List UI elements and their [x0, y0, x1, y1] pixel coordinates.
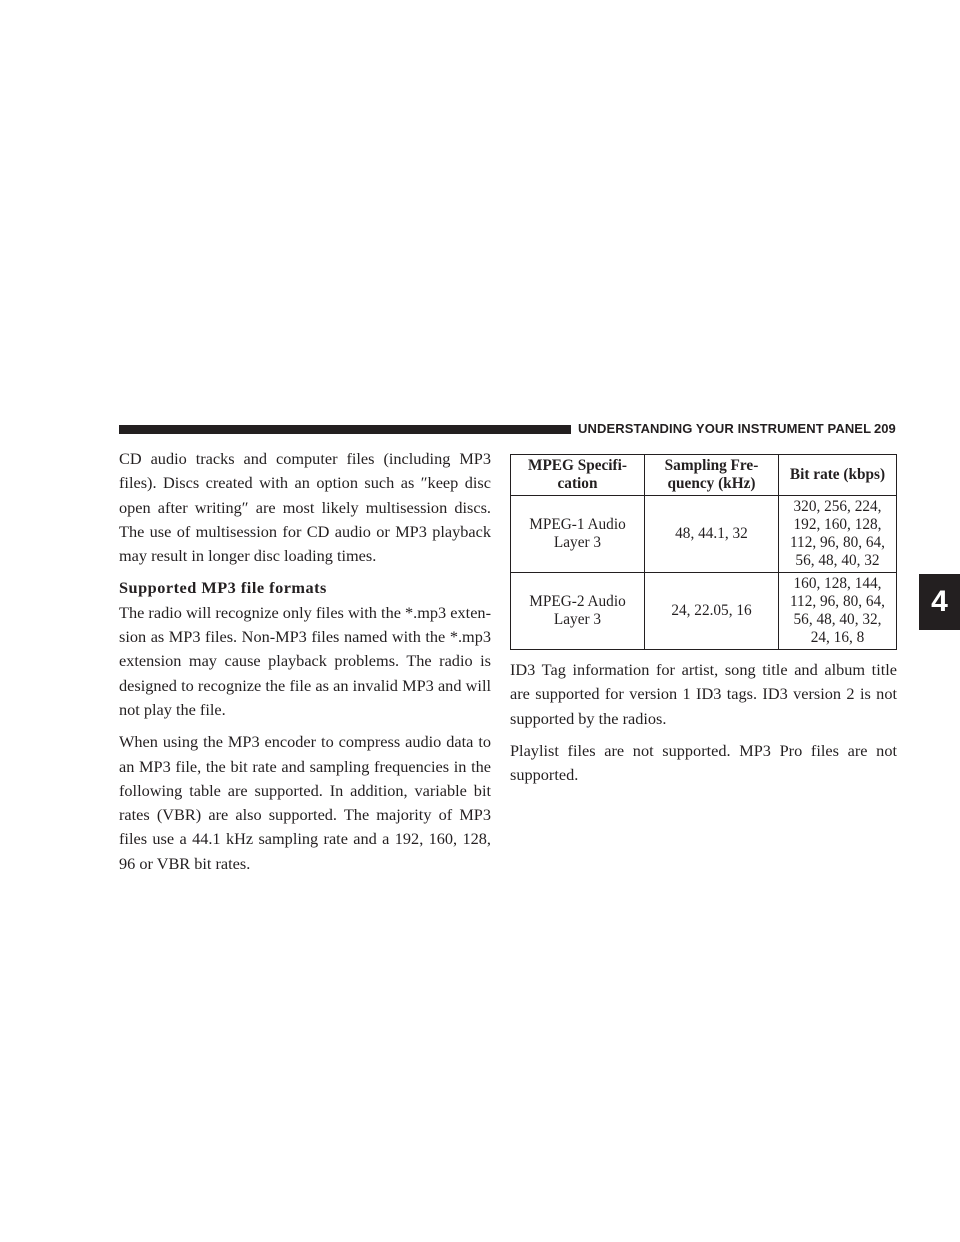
page-number: 209 — [874, 421, 896, 436]
chapter-tab: 4 — [919, 574, 960, 630]
table-cell: MPEG-2 Audio Layer 3 — [511, 573, 645, 650]
header-rule — [119, 425, 571, 434]
paragraph-playlist: Playlist files are not supported. MP3 Pro files are not supported. — [510, 740, 897, 785]
paragraph-id3-tags: ID3 Tag information for artist, song title and album title are supported for version 1 ID3 tags. ID3 version 2 is not supported by the radios. — [510, 660, 897, 728]
paragraph-encoder: When using the MP3 encoder to compress audio data to an MP3 file, the bit rate and sampling frequencies in the following table are supported. In addition, variable bit rates (VBR) are also supported. The majority of MP3 files use a 44.1 kHz sampling rate and a 192, 160, 128, 96 or VBR bit rates. — [119, 732, 491, 873]
column-header-mpeg-spec: MPEG Specifi-cation — [511, 455, 645, 496]
table-cell: 48, 44.1, 32 — [645, 496, 779, 573]
section-heading-mp3-formats: Supported MP3 file formats — [119, 578, 327, 598]
table-row — [511, 496, 897, 573]
table-cell: 24, 22.05, 16 — [645, 573, 779, 650]
table-cell: 320, 256, 224, 192, 160, 128, 112, 96, 80, 64, 56, 48, 40, 32 — [779, 496, 897, 573]
table-cell: MPEG-1 Audio Layer 3 — [511, 496, 645, 573]
left-column — [119, 447, 491, 884]
paragraph-mp3-extension: The radio will recognize only files with the *.mp3 exten-sion as MP3 files. Non-MP3 files named with the *.mp3 extension may cause playback problems. The radio is designed to recognize the file as an invalid MP3 and will not play the file. — [119, 602, 491, 719]
column-header-sampling-frequency: Sampling Fre-quency (kHz) — [645, 455, 779, 496]
paragraph-multisession: CD audio tracks and computer files (including MP3 files). Discs created with an option such as ″keep disc open after writing″ are most likely multisession discs. The use of multisession for CD audio or MP3 playback may result in longer disc loading times. — [119, 449, 491, 566]
running-header-title: UNDERSTANDING YOUR INSTRUMENT PANEL — [578, 421, 872, 436]
mp3-spec-table — [510, 454, 897, 650]
right-column — [510, 454, 897, 795]
column-header-bit-rate: Bit rate (kbps) — [779, 455, 897, 496]
table-row — [511, 573, 897, 650]
table-cell: 160, 128, 144, 112, 96, 80, 64, 56, 48, 40, 32, 24, 16, 8 — [779, 573, 897, 650]
table-header-row — [511, 455, 897, 496]
